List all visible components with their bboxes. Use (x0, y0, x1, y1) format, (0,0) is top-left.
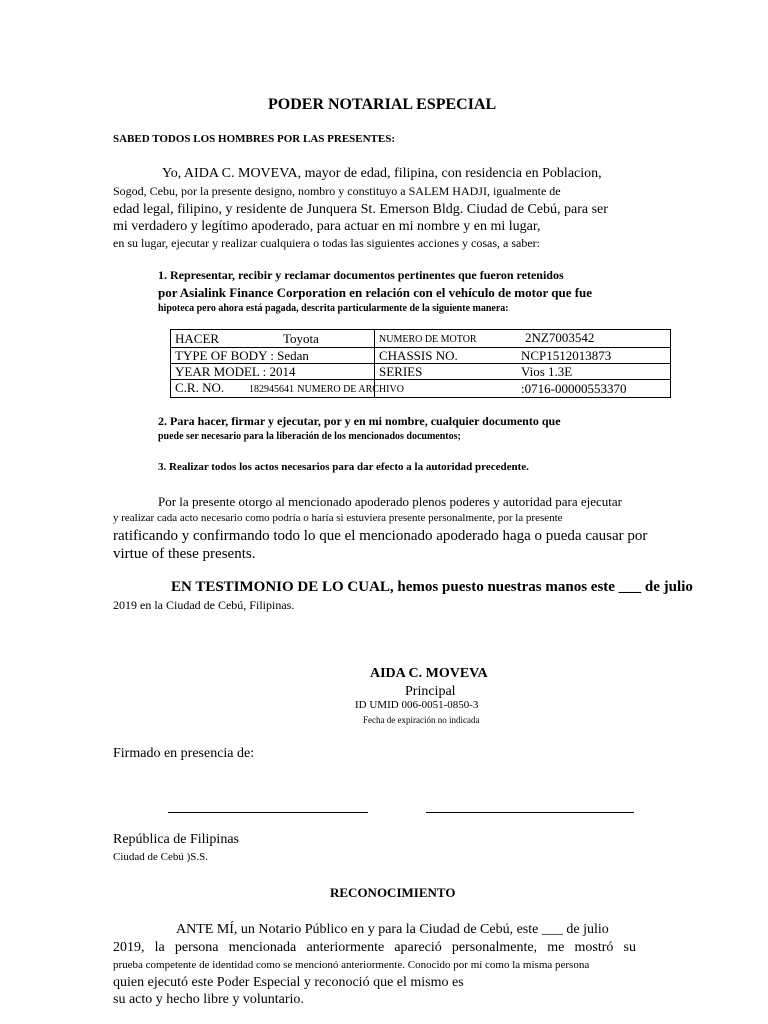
chassis-label: CHASSIS NO. (379, 348, 458, 363)
testimony-line-1: EN TESTIMONIO DE LO CUAL, hemos puesto nuestras manos este ___ de julio (171, 579, 693, 595)
intro-line-4: mi verdadero y legítimo apoderado, para actuar en mi nombre y en mi lugar, (113, 219, 541, 234)
witness-signature-line-1 (168, 812, 368, 813)
table-cell (171, 330, 375, 348)
intro-line-3: edad legal, filipino, y residente de Junquera St. Emerson Bldg. Ciudad de Cebú, para ser (113, 202, 608, 217)
ack-line-5: su acto y hecho libre y voluntario. (113, 992, 304, 1007)
venue-city: Ciudad de Cebú )S.S. (113, 851, 209, 863)
vehicle-table (170, 329, 671, 398)
principal-id-expiry: Fecha de expiración no indicada (363, 715, 480, 725)
series-label: SERIES (379, 364, 423, 379)
venue-country: República de Filipinas (113, 832, 239, 847)
cr-label: C.R. NO. (175, 380, 225, 395)
item1-line-1: 1. Representar, recibir y reclamar documentos pertinentes que fueron retenidos (158, 268, 564, 282)
cr-value: 182945641 (249, 384, 294, 395)
table-cell (375, 380, 671, 398)
series-value: Vios 1.3E (521, 364, 573, 379)
table-row (171, 364, 671, 380)
item1-line-3: hipoteca pero ahora está pagada, descrita particularmente de la siguiente manera: (158, 303, 509, 314)
witness-label: Firmado en presencia de: (113, 746, 255, 761)
intro-line-2: Sogod, Cebu, por la presente designo, nombro y constituyo a SALEM HADJI, igualmente de (113, 184, 561, 198)
engine-number-value: 2NZ7003542 (525, 330, 595, 345)
ack-line-1: ANTE MÍ, un Notario Público en y para la Ciudad de Cebú, este ___ de julio (176, 922, 609, 937)
ack-title: RECONOCIMIENTO (330, 885, 456, 900)
file-number-value: :0716-00000553370 (521, 381, 627, 396)
ack-line-2: 2019, la persona mencionada anteriormente apareció personalmente, me mostró su (113, 940, 636, 955)
ack-line-4: quien ejecutó este Poder Especial y reconoció que el mismo es (113, 975, 464, 990)
grant-line-2: y realizar cada acto necesario como podría o haría si estuviera presente personalmente, por la presente (113, 512, 563, 524)
grant-line-3: ratificando y confirmando todo lo que el mencionado apoderado haga o pueda causar por (113, 528, 648, 544)
table-cell (375, 364, 671, 380)
make-label: HACER (175, 331, 220, 346)
item2-line-2: puede ser necesario para la liberación de los mencionados documentos; (158, 431, 461, 442)
ack-line-3: prueba competente de identidad como se mencionó anteriormente. Conocido por mí como la misma persona (113, 959, 590, 971)
table-row (171, 330, 671, 348)
document-title: PODER NOTARIAL ESPECIAL (268, 96, 497, 113)
grant-line-4: virtue of these presents. (113, 546, 256, 562)
body-type-cell: TYPE OF BODY : Sedan (171, 348, 375, 364)
table-cell (375, 330, 671, 348)
year-model-cell: YEAR MODEL : 2014 (171, 364, 375, 380)
table-cell (171, 380, 404, 398)
testimony-line-2: 2019 en la Ciudad de Cebú, Filipinas. (113, 598, 295, 612)
intro-line-5: en su lugar, ejecutar y realizar cualquiera o todas las siguientes acciones y cosas, a saber: (113, 236, 541, 250)
item1-line-2: por Asialink Finance Corporation en relación con el vehículo de motor que fue (158, 285, 593, 300)
item2-line-1: 2. Para hacer, firmar y ejecutar, por y en mi nombre, cualquier documento que (158, 414, 561, 428)
grant-line-1: Por la presente otorgo al mencionado apoderado plenos poderes y autoridad para ejecutar (158, 494, 622, 509)
table-cell (375, 348, 671, 364)
witness-signature-line-2 (426, 812, 634, 813)
intro-line-1: Yo, AIDA C. MOVEVA, mayor de edad, filipina, con residencia en Poblacion, (162, 166, 602, 181)
chassis-value: NCP1512013873 (521, 348, 612, 363)
principal-id: ID UMID 006-0051-0850-3 (355, 699, 479, 711)
make-value: Toyota (283, 331, 319, 346)
file-number-label: NUMERO DE ARCHIVO (297, 384, 404, 395)
item3: 3. Realizar todos los actos necesarios para dar efecto a la autoridad precedente. (158, 461, 529, 473)
principal-role: Principal (405, 684, 456, 699)
subtitle: SABED TODOS LOS HOMBRES POR LAS PRESENTES: (113, 133, 396, 145)
engine-number-label: NUMERO DE MOTOR (379, 334, 477, 345)
table-row (171, 348, 671, 364)
principal-name: AIDA C. MOVEVA (370, 666, 488, 681)
table-row (171, 380, 671, 398)
